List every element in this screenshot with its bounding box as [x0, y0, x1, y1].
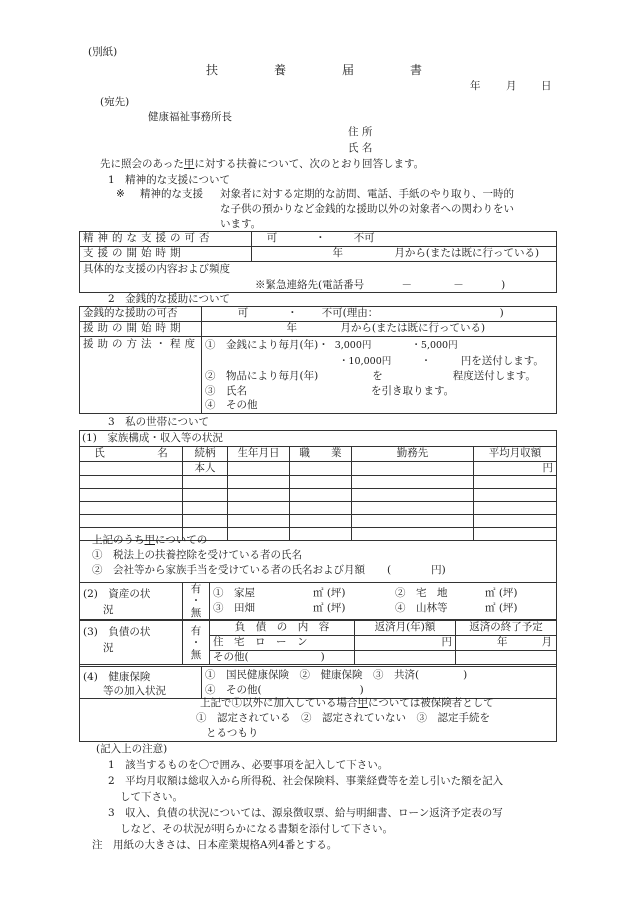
- sqm-unit: ㎡ (坪): [313, 602, 346, 615]
- debt-amount-cell[interactable]: [355, 650, 456, 665]
- assets-label-line: 況: [103, 604, 114, 616]
- method-takein[interactable]: ③ 氏名: [205, 384, 247, 397]
- debt-label-line: 況: [103, 642, 114, 654]
- monetary-start-label: 援助の開始時期: [80, 322, 202, 337]
- section2-heading: 2 金銭的な援助について: [108, 293, 230, 305]
- debt-col-end: 返済の終了予定: [456, 621, 557, 636]
- col-name: 氏 名: [80, 447, 183, 462]
- start-year: 年: [332, 247, 343, 260]
- title-char: 養: [273, 63, 286, 77]
- monetary-support-table: [79, 306, 557, 414]
- spiritual-support-table: [79, 231, 557, 293]
- insurance-close: ): [359, 683, 364, 696]
- assets-label: [80, 583, 183, 620]
- goods-wo: を: [372, 370, 383, 383]
- cell-birth[interactable]: [228, 476, 290, 489]
- cell-income[interactable]: [474, 489, 557, 502]
- asset-land[interactable]: ② 宅 地: [395, 587, 448, 600]
- debt-table: [79, 620, 557, 665]
- intro-part: に対する扶養について、次のとおり回答します。: [194, 158, 425, 170]
- debt-amount-cell[interactable]: 円: [355, 636, 456, 651]
- cell-relation[interactable]: [183, 489, 228, 502]
- note-3: 3 収入、負債の状況については、源泉徴収票、給与明細書、ローン返済予定表の写: [108, 807, 503, 819]
- debt-other-label: その他(: [213, 650, 249, 663]
- note-line: 対象者に対する定期的な訪問、電話、手紙のやり取り、一時的: [220, 188, 514, 200]
- debt-col-content: 負 債 の 内 容: [210, 621, 355, 636]
- note-line: います。: [220, 218, 262, 230]
- method-options[interactable]: [202, 337, 557, 414]
- insured-part: については被保険者として: [368, 697, 494, 709]
- debt-label: [80, 621, 183, 665]
- emergency-label: ※緊急連絡先(電話番号: [255, 278, 365, 291]
- date-day: 日: [541, 80, 552, 92]
- no-option[interactable]: 無: [190, 607, 202, 620]
- cell-name[interactable]: [80, 476, 183, 489]
- cell-income[interactable]: 円: [474, 461, 557, 476]
- start-month: 月から(または既に行っている): [394, 247, 540, 260]
- cell-birth[interactable]: [228, 515, 290, 528]
- insured-options[interactable]: ① 認定されている ② 認定されていない ③ 認定手続を: [196, 712, 490, 724]
- among-part: 上記のうち: [92, 534, 145, 546]
- insured-subject: 甲: [357, 697, 368, 709]
- sqm-unit: ㎡ (坪): [485, 587, 518, 600]
- note-line: な子供の預かりなど金銭的な援助以外の対象者への関わりをい: [220, 203, 514, 215]
- cell-work[interactable]: [352, 528, 474, 541]
- method-goods[interactable]: ② 物品により毎月(年): [205, 370, 319, 383]
- goods-send: 程度送付します。: [452, 370, 536, 383]
- no-option[interactable]: 無: [190, 648, 202, 661]
- cell-name[interactable]: [80, 515, 183, 528]
- addressee: 健康福祉事務所長: [148, 111, 232, 123]
- col-work: 勤務先: [352, 447, 474, 462]
- emergency-dash: －: [453, 278, 464, 291]
- monetary-possible-options[interactable]: [202, 307, 557, 322]
- spiritual-detail-label: 具体的な支援の内容および頻度: [83, 263, 230, 275]
- cell-work[interactable]: [352, 489, 474, 502]
- debt-other[interactable]: [210, 650, 355, 665]
- notes-heading: (記入上の注意): [96, 743, 168, 755]
- insurance-label-line: 等の加入状況: [103, 685, 166, 697]
- page-title: [178, 63, 450, 79]
- option-ok[interactable]: 可: [237, 307, 249, 320]
- cell-name[interactable]: [80, 502, 183, 515]
- intro-text: [100, 158, 424, 172]
- col-relation: 続柄: [183, 447, 228, 462]
- spiritual-possible-label: 精神的な支援の可否: [80, 232, 252, 247]
- debt-yes-no[interactable]: [183, 621, 210, 665]
- title-char: 扶: [205, 63, 218, 77]
- cell-relation[interactable]: [183, 502, 228, 515]
- monetary-start-value[interactable]: [202, 322, 557, 337]
- debt-col-amount: 返済月(年)額: [355, 621, 456, 636]
- col-income: 平均月収額: [474, 447, 557, 462]
- start-year: 年: [286, 322, 297, 335]
- amount-dot: ・: [421, 355, 431, 367]
- cell-birth[interactable]: [228, 528, 290, 541]
- cell-birth[interactable]: [228, 502, 290, 515]
- assets-yes-no[interactable]: [183, 583, 210, 620]
- yes-option[interactable]: 有: [190, 624, 202, 637]
- title-char: 書: [409, 63, 422, 77]
- cell-income[interactable]: [474, 502, 557, 515]
- note-3-cont: しなど、その状況が明らかになる書類を添付して下さい。: [120, 823, 393, 835]
- method-other[interactable]: ④ その他: [205, 399, 258, 412]
- debt-label-line: (3) 負債の状: [83, 626, 151, 638]
- among-text: [92, 534, 207, 548]
- among-subject: 甲: [144, 534, 155, 546]
- insurance-label: [80, 667, 202, 699]
- debt-year: 年: [497, 636, 508, 648]
- dot: ・: [190, 636, 202, 649]
- cell-income[interactable]: [474, 515, 557, 528]
- assets-items[interactable]: [210, 583, 557, 620]
- spiritual-start-value[interactable]: [252, 247, 557, 262]
- cell-relation[interactable]: [183, 515, 228, 528]
- cell-birth[interactable]: [228, 461, 290, 476]
- takein-text: を引き取ります。: [371, 384, 455, 397]
- insurance-close: ): [463, 668, 468, 681]
- method-money[interactable]: ① 金銭により毎月(年)・: [205, 339, 329, 351]
- note-term: 精神的な支援: [140, 188, 203, 200]
- family-table: [79, 446, 557, 541]
- note-1: 1 該当するものを〇で囲み、必要事項を記入して下さい。: [108, 759, 389, 771]
- cell-work[interactable]: [352, 502, 474, 515]
- amount-send: 円を送付します。: [460, 354, 544, 367]
- dot: ・: [190, 595, 202, 608]
- debt-end-cell[interactable]: [456, 650, 557, 665]
- section1-heading: 1 精神的な支援について: [108, 174, 230, 186]
- emergency-dash: －: [401, 278, 412, 291]
- insurance-label-line: (4) 健康保険: [83, 671, 151, 683]
- note-2: 2 平均月収額は総収入から所得税、社会保険料、事業経費等を差し引いた額を記入: [108, 775, 504, 787]
- method-label: 援助の方法・程度: [80, 337, 202, 414]
- cell-job[interactable]: [290, 502, 352, 515]
- paper-size-note: 注 用紙の大きさは、日本産業規格A列4番とする。: [92, 839, 338, 851]
- cell-job[interactable]: [290, 515, 352, 528]
- start-month: 月から(または既に行っている): [340, 322, 486, 335]
- cell-birth[interactable]: [228, 489, 290, 502]
- assets-label-line: (2) 資産の状: [83, 588, 151, 600]
- name-label: 氏 名: [348, 142, 373, 154]
- amount-5000[interactable]: ・5,000円: [411, 340, 458, 351]
- cell-relation[interactable]: [183, 476, 228, 489]
- cell-job[interactable]: [290, 489, 352, 502]
- cell-name[interactable]: [80, 489, 183, 502]
- allowance-text: ② 会社等から家族手当を受けている者の氏名および月額: [92, 564, 365, 576]
- attachment-label: (別紙): [88, 46, 118, 58]
- cell-income[interactable]: [474, 476, 557, 489]
- spiritual-detail-field[interactable]: [80, 262, 557, 293]
- spiritual-possible-options[interactable]: [252, 232, 557, 247]
- addressee-label: (宛先): [100, 96, 130, 108]
- assets-table: [79, 582, 557, 620]
- cell-income[interactable]: [474, 528, 557, 541]
- address-label: 住 所: [348, 126, 373, 138]
- col-job: 職 業: [290, 447, 352, 462]
- title-char: 届: [341, 63, 354, 77]
- cell-job[interactable]: [290, 476, 352, 489]
- note-2-cont: して下さい。: [120, 791, 183, 803]
- asset-field[interactable]: ③ 田畑: [213, 602, 255, 615]
- emergency-close: ): [501, 278, 506, 291]
- intro-part: 先に照会のあった: [100, 158, 184, 170]
- debt-month: 月: [541, 636, 552, 648]
- family-allowance-line[interactable]: [92, 564, 446, 578]
- option-dot: ・: [315, 232, 326, 245]
- insured-part: 上記で①以外に加入している場合: [200, 697, 358, 709]
- cell-work[interactable]: [352, 476, 474, 489]
- tax-deduction-line[interactable]: ① 税法上の扶養控除を受けている者の氏名: [92, 549, 302, 561]
- cell-job[interactable]: [290, 528, 352, 541]
- insured-options-cont: とるつもり: [206, 727, 259, 739]
- yes-option[interactable]: 有: [190, 583, 202, 595]
- insurance-table: [79, 666, 557, 699]
- debt-housing-loan: 住 宅 ロ ー ン: [210, 636, 355, 651]
- cell-job[interactable]: [290, 461, 352, 476]
- section3-heading: 3 私の世帯について: [108, 416, 209, 428]
- asset-house[interactable]: ① 家屋: [213, 587, 255, 600]
- date-year: 年: [470, 80, 481, 92]
- monetary-possible-label: 金銭的な援助の可否: [80, 307, 202, 322]
- cell-name[interactable]: [80, 461, 183, 476]
- option-ok[interactable]: 可: [266, 232, 278, 245]
- cell-work[interactable]: [352, 515, 474, 528]
- cell-relation-self: 本人: [183, 461, 228, 476]
- intro-subject: 甲: [183, 158, 195, 170]
- option-dot: ・: [287, 307, 298, 320]
- asset-forest[interactable]: ④ 山林等: [395, 602, 448, 615]
- col-birth: 生年月日: [228, 447, 290, 462]
- insurance-other[interactable]: ④ その他(: [205, 683, 262, 696]
- debt-other-close: ): [320, 650, 325, 663]
- amount-10000[interactable]: ・10,000円: [339, 355, 392, 367]
- sqm-unit: ㎡ (坪): [485, 602, 518, 615]
- insured-status-text: [200, 697, 494, 711]
- date-month: 月: [506, 80, 517, 92]
- note-mark: ※: [116, 188, 125, 200]
- insurance-types[interactable]: ① 国民健康保険 ② 健康保険 ③ 共済(: [205, 668, 420, 681]
- allowance-open: (: [387, 564, 392, 576]
- allowance-close: 円): [431, 564, 446, 576]
- option-ng[interactable]: 不可: [353, 232, 375, 245]
- sqm-unit: ㎡ (坪): [313, 587, 346, 600]
- emergency-contact: [83, 279, 553, 293]
- spiritual-start-label: 支援の開始時期: [80, 247, 252, 262]
- family-heading: (1) 家族構成・収入等の状況: [82, 432, 223, 444]
- debt-end-cell[interactable]: [456, 636, 557, 651]
- cell-work[interactable]: [352, 461, 474, 476]
- option-ng-reason[interactable]: 不可(理由：: [321, 307, 379, 320]
- reason-close: ): [499, 307, 504, 320]
- among-part: についての: [155, 534, 208, 546]
- amount-3000[interactable]: 3,000円: [334, 340, 372, 351]
- insurance-options[interactable]: [202, 667, 557, 699]
